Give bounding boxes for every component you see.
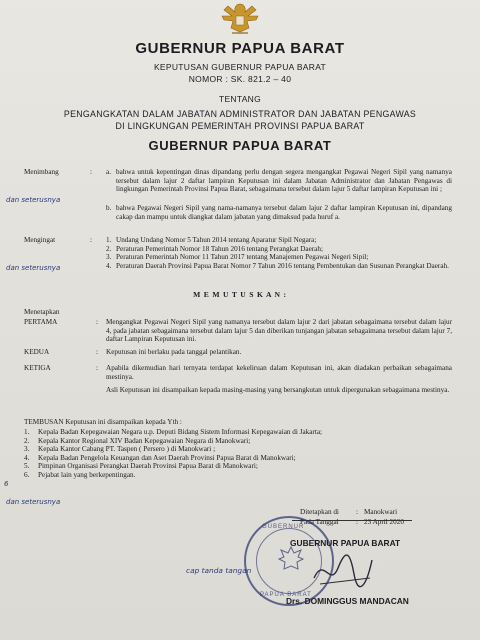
mengingat-item: 3. Peraturan Pemerintah Nomor 11 Tahun 2017 tentang Manajemen Pegawai Negeri Sipil;: [106, 253, 369, 262]
governor-title: GUBERNUR PAPUA BARAT: [135, 40, 345, 57]
ketiga-label: KETIGA: [24, 364, 51, 372]
handwritten-note-1: dan seterusnya: [6, 196, 61, 204]
ketiga-text: Apabila dikemudian hari ternyata terdapat kekeliruan dalam Keputusan ini, akan diadakan perbaikan sebagaimana mestinya.: [106, 364, 452, 381]
tembusan-item: 1. Kepala Badan Kepegawaian Negara u.p. Deputi Bidang Sistem Informasi Kepegawaian di Jakarta;: [24, 428, 323, 436]
asli-text: Asli Keputusan ini disampaikan kepada masing-masing yang bersangkutan untuk dipergunakan sebagaimana mestinya.: [106, 386, 450, 394]
mengingat-item: 4. Peraturan Daerah Provinsi Papua Barat Nomor 7 Tahun 2016 tentang Pembentukan dan Susunan Perangkat Daerah.: [106, 261, 449, 270]
stamp-text-top: GUBERNUR: [262, 524, 305, 530]
mengingat-item: 1. Undang Undang Nomor 5 Tahun 2014 tentang Aparatur Sipil Negara;: [106, 236, 317, 244]
handwritten-signature: [310, 548, 380, 594]
signatory-position: GUBERNUR PAPUA BARAT: [290, 538, 401, 548]
kedua-label: KEDUA: [24, 348, 50, 356]
subject-line-2: DI LINGKUNGAN PEMERINTAH PROVINSI PAPUA BARAT: [115, 121, 365, 131]
tanggal-value: 23 April 2020: [364, 518, 404, 526]
decree-number: NOMOR : SK. 821.2 – 40: [188, 74, 292, 84]
tentang-label: TENTANG: [218, 94, 262, 104]
decree-line: KEPUTUSAN GUBERNUR PAPUA BARAT: [153, 62, 327, 72]
tembusan-item: 2. Kepala Kantor Regional XIV Badan Kepegawaian Negara di Manokwari;: [24, 436, 251, 445]
ditetapkan-value: Manokwari: [364, 508, 398, 516]
kedua-text: Keputusan ini berlaku pada tanggal pelantikan.: [106, 348, 242, 356]
tembusan-item: 4. Kepala Badan Pengelola Keuangan dan Aset Daerah Provinsi Papua Barat di Manokwari;: [24, 453, 296, 462]
tembusan-intro: TEMBUSAN Keputusan ini disampaikan kepada Yth :: [24, 418, 182, 426]
mengingat-list: [106, 236, 452, 270]
garuda-emblem-icon: [218, 0, 262, 36]
tembusan-list: [24, 428, 464, 480]
signatory-name: Drs. DOMINGGUS MANDACAN: [286, 596, 409, 606]
menimbang-label: Menimbang: [24, 168, 59, 176]
mengingat-label: Mengingat: [24, 236, 56, 244]
handwritten-note-2: dan seterusnya: [6, 264, 61, 272]
document-page: GUBERNUR PAPUA BARAT KEPUTUSAN GUBERNUR PAPUA BARAT NOMOR : SK. 821.2 – 40 TENTANG PENGANGKATAN DALAM JABATAN ADMINISTRATOR DAN JABATAN PENGAWAS DI LINGKUNGAN PEMERINTAH PROVINSI PAPUA BARAT GUBERNUR PAPUA BARAT Menimbang : a. bahwa untuk kepentingan dinas dipandang perlu dengan segera mengangkat Pegawai Negeri Sipil yang namanya tersebut dalam lajur 2 daftar lampiran Keputusan ini dalam Jabatan Administrator dan Jabatan Pengawas di lingkungan Pemerintah Provinsi Papua Barat, sebagaimana tersebut dalam lajur 5 daftar lampiran Keputusan ini ; b. bahwa Pegawai Negeri Sipil yang nama-namanya tersebut dalam lajur 2 daftar lampiran Keputusan ini, dipandang cakap dan mampu untuk diangkat dalam jabatan yang dimaksud pada huruf a. dan seterusnya Mengingat : 1. Undang Undang Nomor 5 Tahun 2014 tentang Aparatur Sipil Negara; 2. Peraturan Pemerintah Nomor 18 Tahun 2016 tentang Perangkat Daerah; 3. Peraturan Pemerintah Nomor 11 Tahun 2017 tentang Manajemen Pegawai Negeri Sipil; 4. Peraturan Daerah Provinsi Papua Barat Nomor 7 Tahun 2016 tentang Pembentukan dan Susunan Perangkat Daerah. dan seterusnya M E M U T U S K A N : Menetapkan PERTAMA : Mengangkat Pegawai Negeri Sipil yang namanya tersebut dalam lajur 2 dari jabatan sebagaimana tersebut dalam lajur 4, pada jabatan sebagaimana tersebut dalam lajur 5 dan diberikan tunjangan jabatan sebagaimana tersebut dalam lajur 7, daftar Lampiran Keputusan ini. KEDUA : Keputusan ini berlaku pada tanggal pelantikan. KETIGA : Apabila dikemudian hari ternyata terdapat kekeliruan dalam Keputusan ini, akan diadakan perbaikan sebagaimana mestinya. Asli Keputusan ini disampaikan kepada masing-masing yang bersangkutan untuk dipergunakan sebagaimana mestinya. TEMBUSAN Keputusan ini disampaikan kepada Yth : 1. Kepala Badan Kepegawaian Negara u.p. Deputi Bidang Sistem Informasi Kepegawaian di Jakarta; 2. Kepala Kantor Regional XIV Badan Kepegawaian Negara di Manokwari; 3. Kepala Kantor Cabang PT. Taspen ( Persero ) di Manokwari ; 4. Kepala Badan Pengelola Keuangan dan Aset Daerah Provinsi Papua Barat di Manokwari; 5. Pimpinan Organisasi Perangkat Daerah Provinsi Papua Barat di Manokwari; 6. Pejabat lain yang berkepentingan. 6 dan seterusnya Ditetapkan di : Manokwari Pada Tanggal : 23 April 2020 GUBERNUR PAPUA BARAT GUBERNUR PAPUA BARAT cap tanda tangan Drs. DOMINGGUS MANDACAN: [0, 0, 480, 640]
menimbang-item-b: b. bahwa Pegawai Negeri Sipil yang nama-namanya tersebut dalam lajur 2 daftar lampiran Keputusan ini, dipandang cakap dan mampu untuk diangkat dalam jabatan yang dimaksud pada huruf a.: [106, 204, 452, 221]
subject-line-1: PENGANGKATAN DALAM JABATAN ADMINISTRATOR DAN JABATAN PENGAWAS: [63, 109, 417, 119]
tembusan-item: 5. Pimpinan Organisasi Perangkat Daerah Provinsi Papua Barat di Manokwari;: [24, 462, 258, 471]
handwritten-note-3: dan seterusnya: [6, 498, 61, 506]
menetapkan-label: Menetapkan: [24, 308, 60, 316]
memutuskan-heading: M E M U T U S K A N :: [193, 290, 287, 299]
tanggal-label: Pada Tanggal: [300, 518, 339, 526]
stamp-emblem-icon: [276, 544, 306, 574]
mengingat-item: 2. Peraturan Pemerintah Nomor 18 Tahun 2016 tentang Perangkat Daerah;: [106, 244, 323, 253]
menimbang-item-a: a. bahwa untuk kepentingan dinas dipandang perlu dengan segera mengangkat Pegawai Negeri Sipil yang namanya tersebut dalam lajur 2 daftar lampiran Keputusan ini dalam Jabatan Administrator dan Jabatan Pengawas di lingkungan Pemerintah Provinsi Papua Barat, sebagaimana tersebut dalam lajur 5 daftar lampiran Keputusan ini ;: [106, 168, 452, 194]
ditetapkan-label: Ditetapkan di: [300, 508, 339, 516]
handwritten-digit: 6: [4, 480, 9, 488]
pertama-label: PERTAMA: [24, 318, 58, 326]
tembusan-item: 3. Kepala Kantor Cabang PT. Taspen ( Persero ) di Manokwari ;: [24, 445, 216, 454]
pertama-text: Mengangkat Pegawai Negeri Sipil yang namanya tersebut dalam lajur 2 dari jabatan sebagaimana tersebut dalam lajur 4, pada jabatan sebagaimana tersebut dalam lajur 5 dan diberikan tunjangan jabatan sebagaimana tersebut dalam lajur 7, daftar Lampiran Keputusan ini.: [106, 318, 452, 344]
governor-title-2: GUBERNUR PAPUA BARAT: [148, 138, 332, 153]
stamp-text-bottom: PAPUA BARAT: [260, 592, 312, 598]
tembusan-item: 6. Pejabat lain yang berkepentingan.: [24, 470, 136, 479]
handwritten-cap-note: cap tanda tangan: [186, 566, 252, 575]
